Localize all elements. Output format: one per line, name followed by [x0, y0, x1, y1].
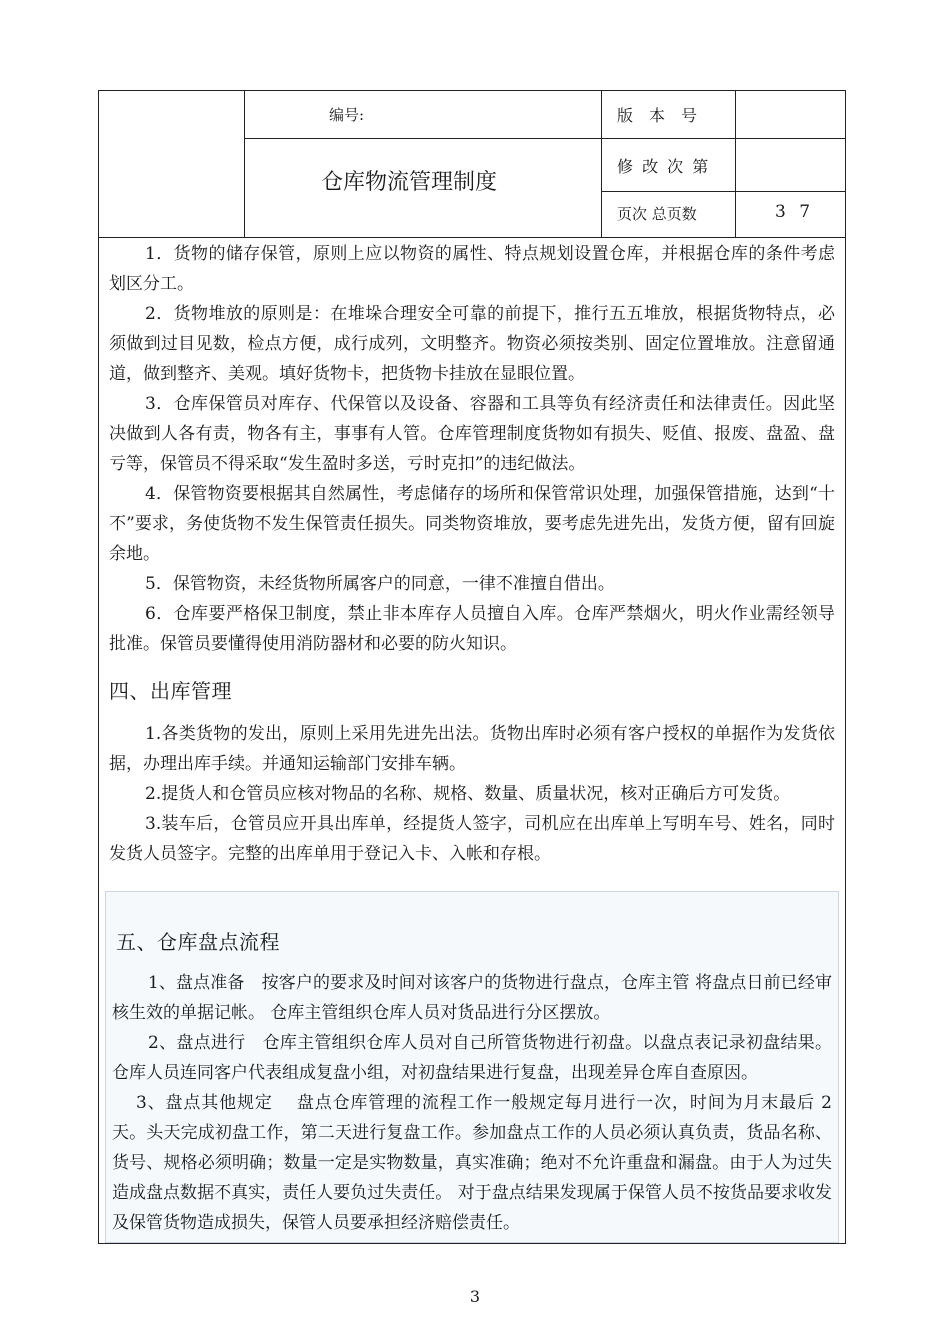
- document-frame: [98, 90, 846, 1244]
- section-4-body: [99, 719, 845, 869]
- code-label: 编号:: [329, 106, 365, 124]
- paragraph: 2．货物堆放的原则是：在堆垛合理安全可靠的前提下，推行五五堆放，根据货物特点，必须做到过目见数，检点方便，成行成列，文明整齐。物资必须按类别、固定位置堆放。注意留通道，做到整齐、美观。填好货物卡，把货物卡挂放在显眼位置。: [109, 304, 835, 384]
- paragraph: 5．保管物资，未经货物所属客户的同意，一律不准擅自借出。: [145, 574, 615, 594]
- paragraph: 2、盘点进行 仓库主管组织仓库人员对自己所管货物进行初盘。以盘点表记录初盘结果。仓库人员连同客户代表组成复盘小组，对初盘结果进行复盘，出现差异仓库自查原因。: [112, 1033, 832, 1083]
- header-col-divider-1: [601, 91, 602, 237]
- paragraph: 1、盘点准备 按客户的要求及时间对该客户的货物进行盘点，仓库主管 将盘点日前已经审核生效的单据记帐。 仓库主管组织仓库人员对货品进行分区摆放。: [112, 973, 832, 1023]
- page-number: 3: [469, 1287, 481, 1306]
- paragraph: 6．仓库要严格保卫制度，禁止非本库存人员擅自入库。仓库严禁烟火，明火作业需经领导批准。保管员要懂得使用消防器材和必要的防火知识。: [109, 604, 835, 654]
- paragraph: 1.各类货物的发出，原则上采用先进先出法。货物出库时必须有客户授权的单据作为发货依据，办理出库手续。并通知运输部门安排车辆。: [109, 724, 835, 774]
- section-5-body: [102, 968, 842, 1238]
- header-row-divider-1: [244, 138, 845, 139]
- header-table: [99, 91, 845, 238]
- paragraph: 4．保管物资要根据其自然属性，考虑储存的场所和保管常识处理，加强保管措施，达到“十不”要求，务使货物不发生保管责任损失。同类物资堆放，要考虑先进先出，发货方便，留有回旋余地。: [109, 484, 835, 564]
- pages-value: 3 7: [775, 202, 815, 222]
- pages-label: 页次 总页数: [617, 205, 697, 223]
- paragraph: 2.提货人和仓管员应核对物品的名称、规格、数量、质量状况，核对正确后方可发货。: [145, 784, 791, 804]
- paragraph: 3、盘点其他规定 盘点仓库管理的流程工作一般规定每月进行一次，时间为月末最后 2 天。头天完成初盘工作，第二天进行复盘工作。参加盘点工作的人员必须认真负责，货品名称、货号、规格必须明确；数量一定是实物数量，真实准确；绝对不允许重盘和漏盘。由于人为过失造成盘点数据不真实，责任人要负过失责任。 对于盘点结果发现属于保管人员不按货品要求收发及保管货物造成损失，保管人员要承担经济赔偿责任。: [112, 1093, 838, 1233]
- section-4: [99, 675, 845, 704]
- paragraph: 3.装车后，仓管员应开具出库单，经提货人签字，司机应在出库单上写明车号、姓名，同时发货人员签字。完整的出库单用于登记入卡、入帐和存根。: [109, 814, 835, 864]
- section-5-title: 五、仓库盘点流程: [116, 930, 280, 954]
- section-4-title: 四、出库管理: [109, 679, 232, 703]
- section-5-panel: [105, 891, 839, 1243]
- section-3-body: [99, 239, 845, 659]
- revision-label: 修 改 次 第: [617, 157, 711, 176]
- paragraph: 3．仓库保管员对库存、代保管以及设备、容器和工具等负有经济责任和法律责任。因此坚决做到人各有责，物各有主，事事有人管。仓库管理制度货物如有损失、贬值、报废、盘盈、盘亏等，保管员不得采取“发生盈时多送，亏时克扣”的违纪做法。: [109, 394, 835, 474]
- header-row-divider-2: [601, 191, 845, 192]
- paragraph: 1．货物的储存保管，原则上应以物资的属性、特点规划设置仓库，并根据仓库的条件考虑划区分工。: [109, 244, 835, 294]
- header-col-divider-2: [735, 91, 736, 237]
- logo-cell: [99, 91, 245, 237]
- version-label: 版 本 号: [617, 106, 698, 125]
- document-title: 仓库物流管理制度: [321, 170, 498, 195]
